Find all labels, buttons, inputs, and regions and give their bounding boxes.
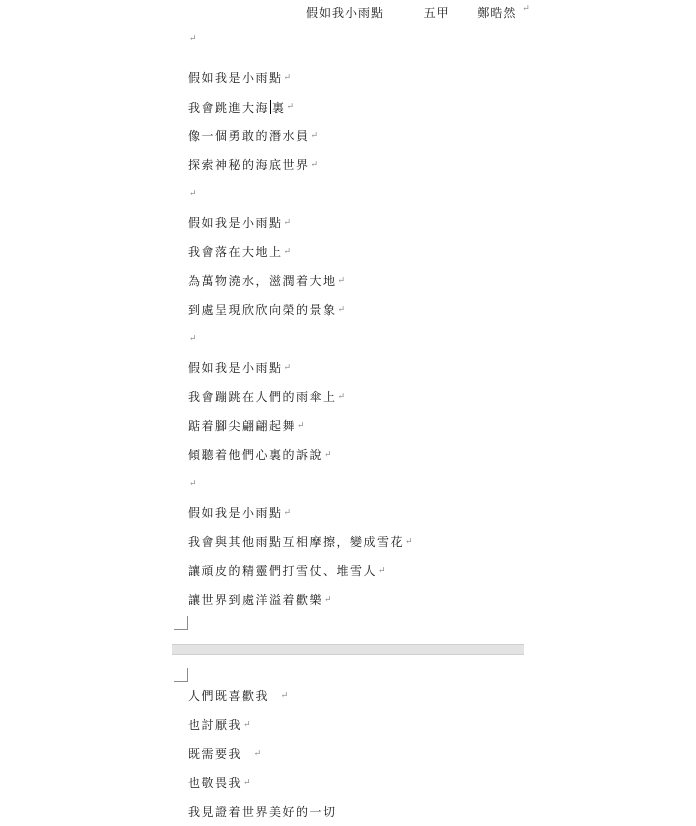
paragraph-mark: ↵ (378, 566, 388, 576)
text-line[interactable] (188, 689, 290, 703)
line-text: 假如我是小雨點 (188, 361, 283, 375)
text-line[interactable] (188, 187, 198, 201)
text-line[interactable] (188, 535, 414, 549)
paragraph-mark: ↵ (189, 479, 199, 489)
line-text: 也敬畏我 (188, 776, 243, 790)
paragraph-mark: ↵ (189, 34, 199, 44)
paragraph-mark: ↵ (283, 508, 293, 518)
text-line[interactable] (188, 747, 263, 761)
text-line[interactable] (188, 71, 293, 85)
paragraph-mark: ↵ (405, 537, 415, 547)
text-line[interactable] (188, 303, 347, 317)
paragraph-mark: ↵ (189, 334, 199, 344)
text-line[interactable] (188, 506, 293, 520)
page-break-separator (172, 644, 524, 655)
line-text: 我會與其他雨點互相摩擦，變成雪花 (188, 535, 405, 549)
paragraph-mark: ↵ (253, 749, 263, 759)
text-line[interactable] (188, 216, 293, 230)
paragraph-mark: ↵ (283, 363, 293, 373)
text-line[interactable] (188, 477, 198, 491)
text-line[interactable] (188, 32, 198, 46)
line-text: 假如我是小雨點 (188, 216, 283, 230)
line-text: 假如我是小雨點 (188, 71, 283, 85)
line-text: 讓頑皮的精靈們打雪仗、堆雪人 (188, 564, 378, 578)
paragraph-mark: ↵ (310, 131, 320, 141)
line-text: 裏 (272, 101, 286, 115)
paragraph-mark: ↵ (280, 691, 290, 701)
line-text: 我見證着世界美好的一切 (188, 805, 337, 819)
line-text: 踮着腳尖翩翩起舞 (188, 419, 297, 433)
paragraph-mark: ↵ (243, 778, 253, 788)
line-text: 到處呈現欣欣向榮的景象 (188, 303, 337, 317)
text-line[interactable] (188, 100, 296, 115)
page-corner-mark-top (174, 668, 188, 682)
text-line[interactable] (188, 158, 320, 172)
document-title-line (306, 4, 531, 21)
text-line[interactable] (188, 776, 252, 790)
paragraph-mark: ↵ (286, 102, 296, 112)
text-line[interactable] (188, 245, 293, 259)
paragraph-mark: ↵ (283, 73, 293, 83)
line-text: 我會蹦跳在人們的雨傘上 (188, 390, 337, 404)
text-line[interactable] (188, 274, 347, 288)
text-line[interactable] (188, 564, 387, 578)
line-text: 假如我是小雨點 (188, 506, 283, 520)
line-text: 讓世界到處洋溢着歡樂 (188, 593, 324, 607)
text-cursor (270, 100, 271, 114)
line-text: 我會落在大地上 (188, 245, 283, 259)
text-line[interactable] (188, 805, 337, 819)
paragraph-mark: ↵ (337, 392, 347, 402)
line-text: 為萬物澆水，滋潤着大地 (188, 274, 337, 288)
line-text: 既需要我 (188, 747, 243, 761)
text-line[interactable] (188, 448, 333, 462)
text-line[interactable] (188, 129, 320, 143)
paragraph-mark: ↵ (283, 218, 293, 228)
paragraph-mark: ↵ (337, 276, 347, 286)
paragraph-mark: ↵ (283, 247, 293, 257)
paragraph-mark: ↵ (324, 595, 334, 605)
text-line[interactable] (188, 718, 252, 732)
line-text: 探索神秘的海底世界 (188, 158, 310, 172)
paragraph-mark: ↵ (522, 4, 531, 14)
line-text: 人們既喜歡我 (188, 689, 270, 703)
line-text: 傾聽着他們心裏的訴說 (188, 448, 324, 462)
line-text: 也討厭我 (188, 718, 243, 732)
line-text: 我會跳進大海 (188, 101, 270, 115)
text-line[interactable] (188, 390, 347, 404)
paragraph-mark: ↵ (297, 421, 307, 431)
paragraph-mark: ↵ (310, 160, 320, 170)
text-line[interactable] (188, 332, 198, 346)
class-name: 五甲 (423, 6, 450, 20)
text-line[interactable] (188, 419, 306, 433)
text-line[interactable] (188, 361, 293, 375)
text-line[interactable] (188, 593, 333, 607)
author-name: 鄭晧然 (477, 6, 517, 20)
paragraph-mark: ↵ (189, 189, 199, 199)
page-corner-mark-bottom (174, 616, 188, 630)
paragraph-mark: ↵ (337, 305, 347, 315)
line-text: 像一個勇敢的潛水員 (188, 129, 310, 143)
poem-title: 假如我小雨點 (306, 6, 385, 20)
paragraph-mark: ↵ (243, 720, 253, 730)
paragraph-mark: ↵ (324, 450, 334, 460)
